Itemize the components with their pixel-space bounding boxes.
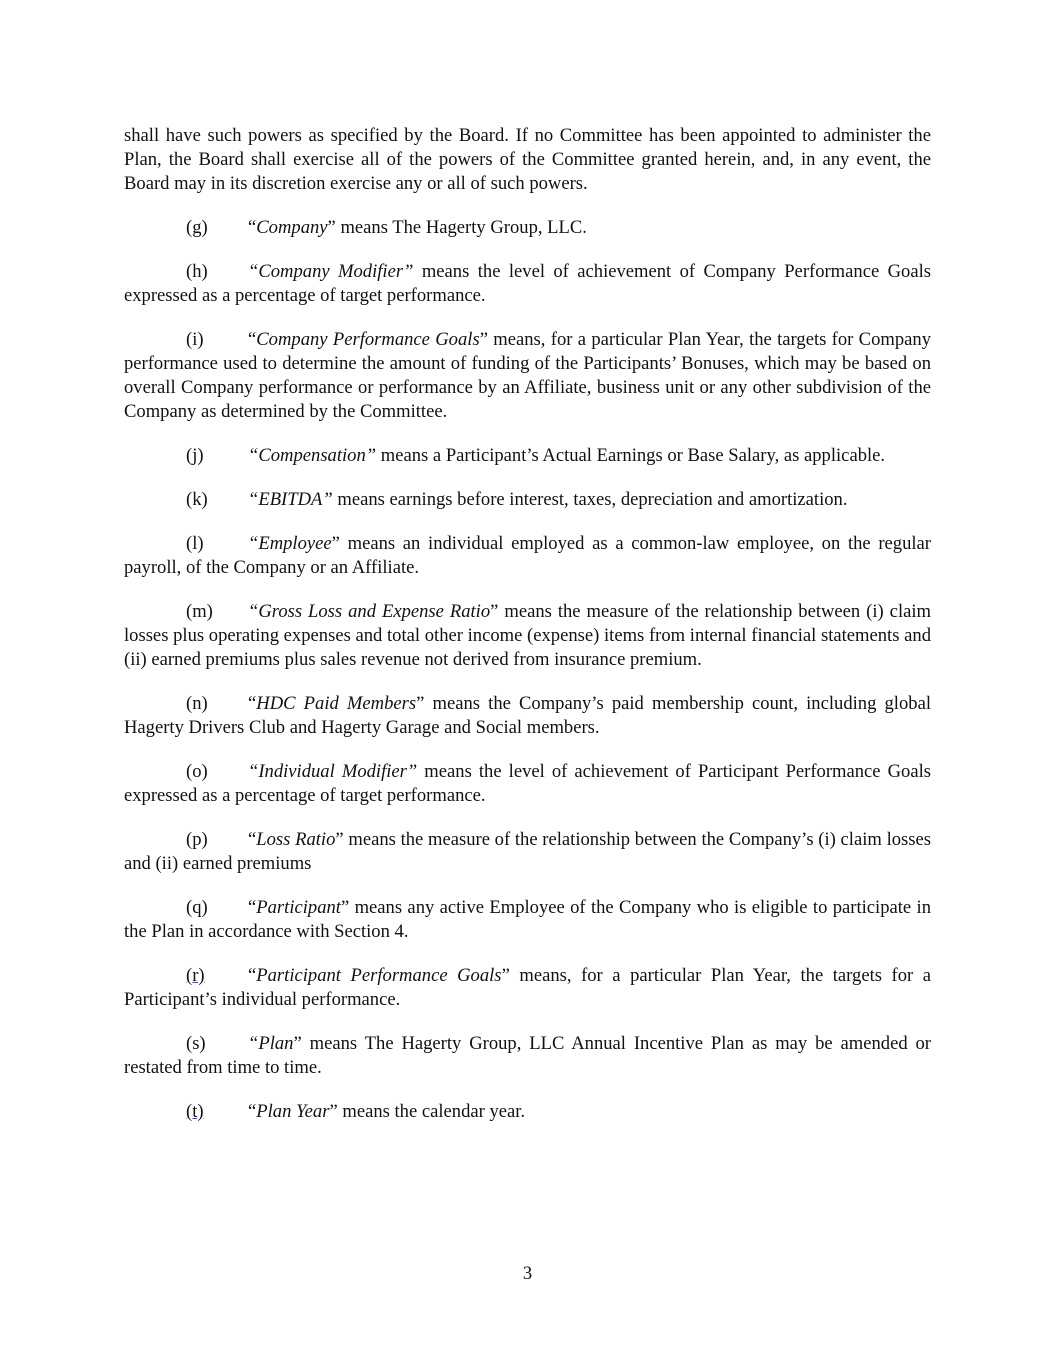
open-quote: “: [248, 217, 257, 238]
defined-term: Individual Modifier: [258, 761, 407, 782]
definition-text: means, for a particular Plan Year, the targets for Company performance used to determine the amount of funding of the Participants’ Bonuses, which may be based on overall Company performance or performance by an Affiliate, business unit or any other subdivision of the Company as determined by the Committee.: [124, 329, 931, 422]
definition-individual-modifier: [124, 760, 931, 808]
definition-text: means any active Employee of the Company who is eligible to participate in the Plan in accordance with Section 4.: [124, 897, 931, 942]
definition-text: means an individual employed as a common-law employee, on the regular payroll, of the Company or an Affiliate.: [124, 533, 931, 578]
definition-company-performance-goals: [124, 328, 931, 424]
close-quote: ”: [406, 761, 418, 782]
definition-label: (s): [186, 1033, 206, 1054]
open-quote: “: [248, 533, 259, 554]
defined-term: Loss Ratio: [256, 829, 336, 850]
close-quote: ”: [335, 829, 344, 850]
open-quote: “: [248, 489, 259, 510]
defined-term: Employee: [258, 533, 332, 554]
definition-text: means the Company’s paid membership count, including global Hagerty Drivers Club and Hagerty Garage and Social members.: [124, 693, 931, 738]
open-quote: “: [248, 1101, 257, 1122]
defined-term: Plan Year: [256, 1101, 330, 1122]
definition-label: [186, 1100, 248, 1124]
defined-term: EBITDA: [258, 489, 323, 510]
open-quote: “: [248, 965, 257, 986]
close-quote: ”: [365, 445, 377, 466]
close-quote: ”: [416, 693, 425, 714]
defined-term: Gross Loss and Expense Ratio: [258, 601, 491, 622]
close-quote: ”: [293, 1033, 302, 1054]
defined-term: Company Modifier: [258, 261, 404, 282]
defined-term: Participant Performance Goals: [256, 965, 502, 986]
close-quote: ”: [479, 329, 488, 350]
definition-label: (l): [186, 533, 204, 554]
definition-label: [186, 964, 248, 988]
close-quote: ”: [329, 1101, 338, 1122]
definition-hdc-paid-members: [124, 692, 931, 740]
open-quote: “: [248, 693, 257, 714]
close-quote: ”: [403, 261, 414, 282]
definition-text: means the level of achievement of Participant Performance Goals expressed as a percentage of target performance.: [124, 761, 931, 806]
definition-compensation: [124, 444, 931, 468]
open-quote: “: [248, 761, 259, 782]
close-quote: ”: [327, 217, 336, 238]
definition-label: (p): [186, 829, 208, 850]
document-body: [124, 124, 931, 1144]
definition-gross-loss-expense-ratio: [124, 600, 931, 672]
definition-loss-ratio: [124, 828, 931, 876]
definition-label: (m): [186, 601, 213, 622]
definition-company-modifier: [124, 260, 931, 308]
definition-label-link[interactable]: (t): [186, 1101, 204, 1122]
close-quote: ”: [490, 601, 499, 622]
open-quote: “: [248, 329, 257, 350]
definition-company: [124, 216, 931, 240]
definition-text: means The Hagerty Group, LLC.: [335, 217, 587, 238]
definition-label: (n): [186, 693, 208, 714]
definition-label: (g): [186, 217, 208, 238]
definition-label: (k): [186, 489, 208, 510]
close-quote: ”: [501, 965, 510, 986]
intro-paragraph: shall have such powers as specified by the Board. If no Committee has been appointed to administer the Plan, the Board shall exercise all of the powers of the Committee granted herein, and, in any event, the Board may in its discretion exercise any or all of such powers.: [124, 125, 931, 194]
page-number: 3: [522, 1263, 533, 1284]
definition-participant: [124, 896, 931, 944]
definition-text: means the measure of the relationship between (i) claim losses plus operating expenses and total other income (expense) items from internal financial statements and (ii) earned premiums plus sales revenue not derived from insurance premium.: [124, 601, 931, 670]
defined-term: Company Performance Goals: [256, 329, 480, 350]
definition-label: (i): [186, 329, 204, 350]
open-quote: “: [248, 261, 259, 282]
definition-label-link[interactable]: (r): [186, 965, 205, 986]
definition-ebitda: [124, 488, 931, 512]
definition-text: means the calendar year.: [337, 1101, 526, 1122]
definition-text: means The Hagerty Group, LLC Annual Incentive Plan as may be amended or restated from time to time.: [124, 1033, 931, 1078]
defined-term: HDC Paid Members: [256, 693, 417, 714]
defined-term: Company: [256, 217, 328, 238]
definition-label: (h): [186, 261, 208, 282]
defined-term: Participant: [256, 897, 341, 918]
definition-text: means the measure of the relationship between the Company’s (i) claim losses and (ii) earned premiums: [124, 829, 931, 874]
defined-term: Plan: [258, 1033, 294, 1054]
open-quote: “: [248, 829, 257, 850]
definition-label: (o): [186, 761, 208, 782]
open-quote: “: [248, 1033, 259, 1054]
definition-text: means, for a particular Plan Year, the targets for a Participant’s individual performance.: [124, 965, 931, 1010]
definition-label: (j): [186, 445, 204, 466]
definition-participant-performance-goals: [124, 964, 931, 1012]
definition-text: means the level of achievement of Company Performance Goals expressed as a percentage of target performance.: [124, 261, 931, 306]
close-quote: ”: [322, 489, 333, 510]
definition-plan: [124, 1032, 931, 1080]
definition-plan-year: [124, 1100, 931, 1124]
open-quote: “: [248, 445, 259, 466]
open-quote: “: [248, 601, 259, 622]
close-quote: ”: [331, 533, 340, 554]
definition-employee: [124, 532, 931, 580]
defined-term: Compensation: [258, 445, 366, 466]
definition-text: means a Participant’s Actual Earnings or Base Salary, as applicable.: [376, 445, 886, 466]
definition-text: means earnings before interest, taxes, depreciation and amortization.: [332, 489, 848, 510]
close-quote: ”: [340, 897, 350, 918]
open-quote: “: [248, 897, 257, 918]
definition-label: (q): [186, 897, 208, 918]
